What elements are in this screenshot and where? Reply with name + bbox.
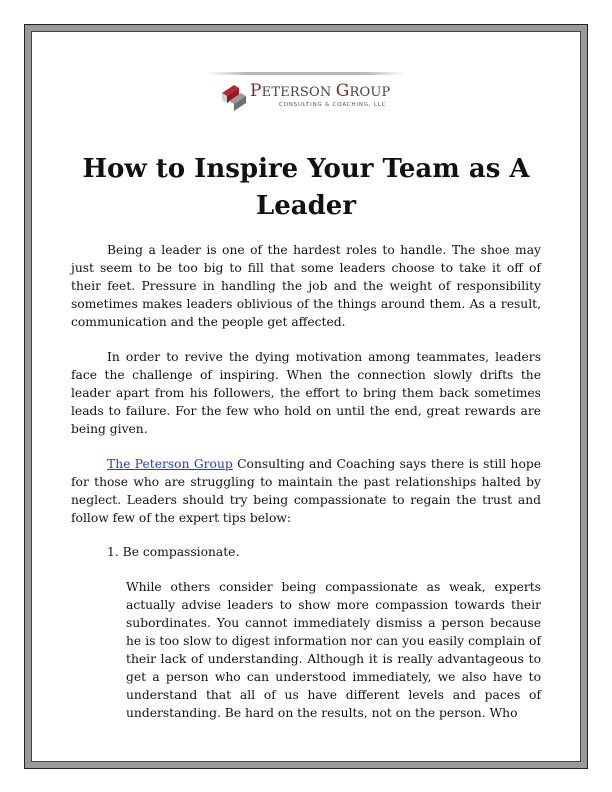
- paragraph-2: In order to revive the dying motivation among teammates, leaders face the challenge of inspiring. When the connection slowly drifts the leader apart from his followers, the effort to bring them back sometimes leads to failure. For the few who hold on until the end, great rewards are being given.: [71, 350, 541, 436]
- list-item-1: [107, 543, 239, 561]
- logo-divider: [207, 72, 405, 75]
- logo-letter-p: P: [250, 81, 262, 101]
- peterson-group-link[interactable]: The Peterson Group: [107, 457, 233, 471]
- article-title: How to Inspire Your Team as A Leader: [82, 154, 530, 221]
- paragraph-1: Being a leader is one of the hardest roles to handle. The shoe may just seem to be too big to fill that some leaders choose to take it off of their feet. Pressure in handling the job and the weight of responsibility sometimes makes leaders oblivious of the things around them. As a result, communication and the people get affected.: [71, 243, 541, 329]
- paragraph-3: [71, 455, 541, 527]
- logo-text-2: ROUP: [349, 85, 391, 100]
- logo-letter-g: G: [335, 81, 350, 101]
- paragraph-3-text: Consulting and Coaching says there is still hope for those who are struggling to maintain the past relationships halted by neglect. Leaders should try being compassionate to regain the trust and follow few of the expert tips below:: [71, 457, 542, 525]
- logo-mark-icon: [219, 81, 249, 111]
- logo-name: [250, 81, 390, 101]
- list-number: 1.: [107, 545, 119, 559]
- list-item-label: Be compassionate.: [122, 545, 240, 559]
- company-logo: [207, 71, 407, 119]
- list-item-1-body: While others consider being compassionate as weak, experts actually advise leaders to show more compassion towards their subordinates. You cannot immediately dismiss a person because he is too slow to digest information nor can you easily complain of their lack of understanding. Although it is really advantageous to get a person who can understood immediately, we also have to understand that all of us have different levels and paces of understanding. Be hard on the results, not on the person. Who: [126, 580, 541, 720]
- logo-text-1: ETERSON: [261, 85, 336, 100]
- logo-tagline: CONSULTING & COACHING, LLC: [279, 102, 387, 108]
